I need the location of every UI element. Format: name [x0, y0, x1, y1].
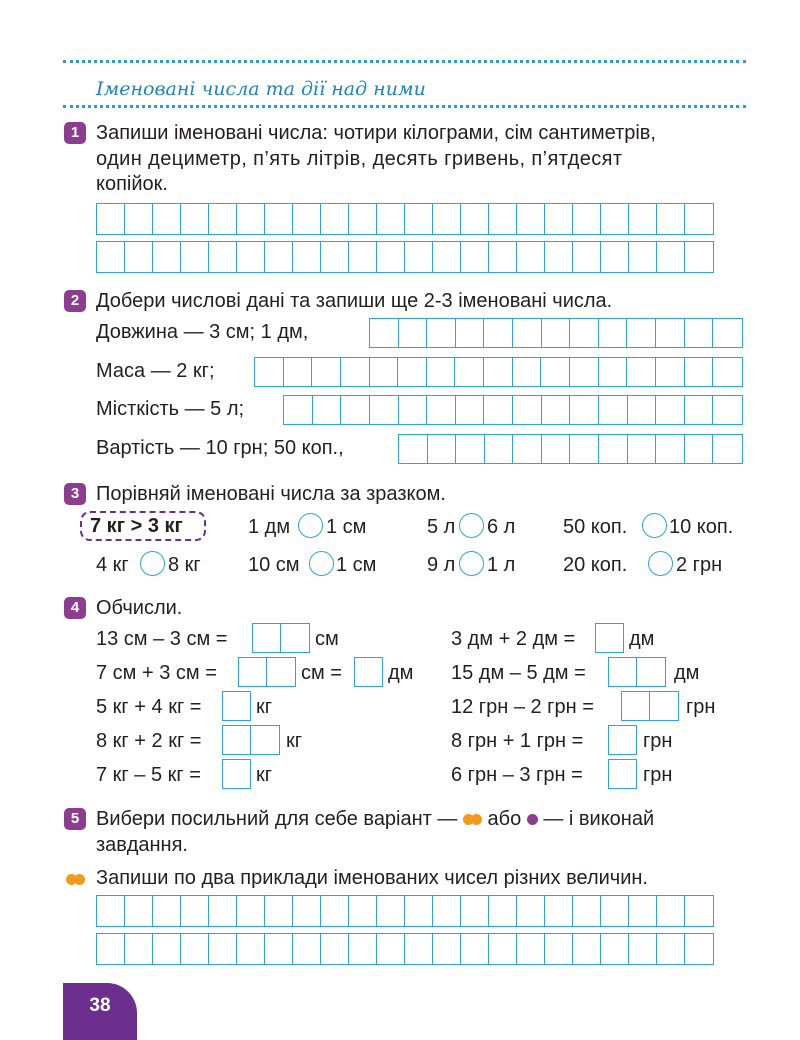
grid-cell[interactable]	[545, 896, 573, 926]
grid-cell[interactable]	[461, 242, 489, 272]
box-cell[interactable]	[253, 624, 281, 652]
task-4-number: 4	[64, 597, 86, 619]
box-cell[interactable]	[223, 726, 251, 754]
compare-left: 4 кг	[96, 554, 129, 576]
box-cell[interactable]	[685, 358, 714, 386]
expr-left: 5 кг + 4 кг =	[96, 696, 202, 718]
grid-cell[interactable]	[377, 896, 405, 926]
box-cell[interactable]	[267, 658, 295, 686]
compare-circle[interactable]	[140, 551, 165, 576]
task-5-text-line2: завдання.	[96, 834, 188, 856]
grid-cell[interactable]	[237, 896, 265, 926]
task-5-text-b: або	[487, 808, 522, 830]
grid-cell[interactable]	[405, 896, 433, 926]
box-cell[interactable]	[398, 358, 427, 386]
grid-cell[interactable]	[293, 934, 321, 964]
box-cell[interactable]	[485, 435, 514, 463]
box-cell[interactable]	[312, 358, 341, 386]
answer-box[interactable]	[608, 725, 637, 755]
box-cell[interactable]	[628, 396, 657, 424]
box-cell[interactable]	[656, 358, 685, 386]
grid-cell[interactable]	[629, 242, 657, 272]
box-cell[interactable]	[685, 435, 714, 463]
task-3-text: Порівняй іменовані числа за зразком.	[96, 483, 446, 505]
box-cell[interactable]	[609, 658, 637, 686]
compare-circle[interactable]	[642, 513, 667, 538]
grid-cell[interactable]	[517, 934, 545, 964]
grid-cell[interactable]	[685, 896, 713, 926]
grid-cell[interactable]	[489, 242, 517, 272]
answer-box[interactable]	[621, 691, 679, 721]
task-2-mass-label: Маса — 2 кг;	[96, 360, 215, 382]
box-cell[interactable]	[627, 319, 656, 347]
grid-cell[interactable]	[405, 242, 433, 272]
grid-cell[interactable]	[377, 934, 405, 964]
grid-cell[interactable]	[405, 934, 433, 964]
grid-cell[interactable]	[657, 242, 685, 272]
box-cell[interactable]	[484, 396, 513, 424]
box-cell[interactable]	[513, 358, 542, 386]
box-cell[interactable]	[427, 396, 456, 424]
grid-cell[interactable]	[601, 896, 629, 926]
grid-cell[interactable]	[629, 204, 657, 234]
grid-cell[interactable]	[489, 204, 517, 234]
grid-cell[interactable]	[685, 934, 713, 964]
answer-box[interactable]	[252, 623, 310, 653]
answer-box[interactable]	[222, 725, 280, 755]
box-cell[interactable]	[599, 358, 628, 386]
grid-cell[interactable]	[125, 204, 153, 234]
compare-left: 50 коп.	[563, 516, 628, 538]
grid-cell[interactable]	[517, 242, 545, 272]
task-5-number: 5	[64, 808, 86, 830]
box-cell[interactable]	[455, 358, 484, 386]
grid-cell[interactable]	[321, 934, 349, 964]
expr-right: 6 грн – 3 грн =	[451, 764, 583, 786]
answer-grid-1a[interactable]	[96, 203, 714, 235]
box-cell[interactable]	[456, 435, 485, 463]
grid-cell[interactable]	[657, 934, 685, 964]
grid-cell[interactable]	[349, 934, 377, 964]
box-cell[interactable]	[713, 319, 742, 347]
grid-cell[interactable]	[293, 204, 321, 234]
expr-unit: кг	[286, 730, 303, 752]
expr-right: 15 дм – 5 дм =	[451, 662, 586, 684]
grid-cell[interactable]	[293, 242, 321, 272]
grid-cell[interactable]	[545, 204, 573, 234]
grid-cell[interactable]	[685, 204, 713, 234]
task-5-sub-text: Запиши по два приклади іменованих чисел різних величин.	[96, 867, 648, 889]
grid-cell[interactable]	[657, 204, 685, 234]
box-cell[interactable]	[427, 319, 456, 347]
grid-cell[interactable]	[349, 242, 377, 272]
box-cell[interactable]	[281, 624, 309, 652]
grid-cell[interactable]	[181, 934, 209, 964]
task-5-text-a: Вибери посильний для себе варіант —	[96, 808, 458, 830]
answer-box[interactable]	[608, 657, 666, 687]
box-cell[interactable]	[399, 396, 428, 424]
box-cell[interactable]	[542, 435, 571, 463]
answer-box[interactable]	[608, 759, 637, 789]
grid-cell[interactable]	[97, 896, 125, 926]
box-cell[interactable]	[542, 319, 571, 347]
task-5-text-c: — і виконай	[543, 808, 655, 830]
box-cell[interactable]	[685, 396, 714, 424]
box-cell[interactable]	[513, 319, 542, 347]
grid-cell[interactable]	[517, 896, 545, 926]
box-cell[interactable]	[609, 726, 636, 754]
box-cell[interactable]	[570, 435, 599, 463]
box-cell[interactable]	[656, 319, 685, 347]
box-cell[interactable]	[341, 358, 370, 386]
answer-box-length[interactable]	[369, 318, 743, 348]
answer-grid-5a[interactable]	[96, 895, 714, 927]
box-cell[interactable]	[251, 726, 279, 754]
grid-cell[interactable]	[321, 242, 349, 272]
grid-cell[interactable]	[377, 242, 405, 272]
top-dotted-rule	[63, 60, 746, 63]
grid-cell[interactable]	[601, 934, 629, 964]
grid-cell[interactable]	[181, 896, 209, 926]
expr-left: 13 см – 3 см =	[96, 628, 228, 650]
expr-right: 12 грн – 2 грн =	[451, 696, 594, 718]
box-cell[interactable]	[427, 358, 456, 386]
compare-right: 8 кг	[168, 554, 201, 576]
box-cell[interactable]	[484, 358, 513, 386]
box-cell[interactable]	[370, 319, 399, 347]
grid-cell[interactable]	[265, 896, 293, 926]
task-2-text: Добери числові дані та запиши ще 2-3 іменовані числа.	[96, 290, 613, 312]
task-3-number: 3	[64, 483, 86, 505]
box-cell[interactable]	[570, 358, 599, 386]
task-1-number: 1	[64, 122, 86, 144]
grid-cell[interactable]	[181, 204, 209, 234]
compare-left: 10 см	[248, 554, 300, 576]
grid-cell[interactable]	[237, 934, 265, 964]
bottom-dotted-rule	[63, 105, 746, 108]
task-2-length-label: Довжина — 3 см; 1 дм,	[96, 321, 309, 343]
expr-left: 7 см + 3 см =	[96, 662, 217, 684]
grid-cell[interactable]	[517, 204, 545, 234]
grid-cell[interactable]	[489, 896, 517, 926]
answer-box-cost[interactable]	[398, 434, 743, 464]
expr-unit: см =	[301, 662, 342, 684]
grid-cell[interactable]	[321, 204, 349, 234]
box-cell[interactable]	[656, 435, 685, 463]
grid-cell[interactable]	[685, 242, 713, 272]
grid-cell[interactable]	[349, 896, 377, 926]
grid-cell[interactable]	[433, 896, 461, 926]
grid-cell[interactable]	[209, 204, 237, 234]
expr-left: 7 кг – 5 кг =	[96, 764, 201, 786]
box-cell[interactable]	[456, 396, 485, 424]
expr-unit: дм	[674, 662, 700, 684]
box-cell[interactable]	[596, 624, 623, 652]
expr-left: 8 кг + 2 кг =	[96, 730, 202, 752]
compare-right: 1 см	[336, 554, 377, 576]
grid-cell[interactable]	[321, 896, 349, 926]
task-5-text	[96, 807, 654, 831]
grid-cell[interactable]	[209, 242, 237, 272]
grid-cell[interactable]	[153, 896, 181, 926]
compare-left: 20 коп.	[563, 554, 628, 576]
section-title: Іменовані числа та дії над ними	[96, 78, 426, 100]
comparison-sample: 7 кг > 3 кг	[80, 511, 206, 541]
grid-cell[interactable]	[545, 934, 573, 964]
compare-left: 9 л	[427, 554, 456, 576]
grid-cell[interactable]	[125, 934, 153, 964]
two-dots-icon	[66, 868, 85, 890]
two-dots-icon	[463, 808, 482, 830]
expr-unit: грн	[643, 730, 673, 752]
expr-unit: см	[315, 628, 339, 650]
box-cell[interactable]	[713, 435, 742, 463]
box-cell[interactable]	[685, 319, 714, 347]
answer-grid-1b[interactable]	[96, 241, 714, 273]
grid-cell[interactable]	[153, 934, 181, 964]
expr-unit: грн	[643, 764, 673, 786]
box-cell[interactable]	[513, 435, 542, 463]
compare-left: 1 дм	[248, 516, 291, 538]
box-cell[interactable]	[313, 396, 342, 424]
grid-cell[interactable]	[405, 204, 433, 234]
grid-cell[interactable]	[153, 204, 181, 234]
grid-cell[interactable]	[377, 204, 405, 234]
compare-right: 2 грн	[676, 554, 723, 576]
box-cell[interactable]	[370, 358, 399, 386]
box-cell[interactable]	[484, 319, 513, 347]
grid-cell[interactable]	[601, 204, 629, 234]
grid-cell[interactable]	[97, 204, 125, 234]
grid-cell[interactable]	[433, 934, 461, 964]
expr-unit: дм	[629, 628, 655, 650]
box-cell[interactable]	[713, 396, 742, 424]
grid-cell[interactable]	[545, 242, 573, 272]
answer-box[interactable]	[222, 691, 251, 721]
box-cell[interactable]	[599, 396, 628, 424]
grid-cell[interactable]	[181, 242, 209, 272]
box-cell[interactable]	[628, 435, 657, 463]
box-cell[interactable]	[599, 319, 628, 347]
task-2-capacity-label: Місткість — 5 л;	[96, 398, 245, 420]
box-cell[interactable]	[656, 396, 685, 424]
answer-grid-5b[interactable]	[96, 933, 714, 965]
box-cell[interactable]	[627, 358, 656, 386]
expr-unit: кг	[256, 764, 273, 786]
box-cell[interactable]	[609, 760, 636, 788]
compare-circle[interactable]	[298, 513, 323, 538]
grid-cell[interactable]	[265, 242, 293, 272]
task-1-text-line3: копійок.	[96, 173, 168, 195]
grid-cell[interactable]	[657, 896, 685, 926]
compare-circle[interactable]	[309, 551, 334, 576]
box-cell[interactable]	[239, 658, 267, 686]
task-4-text: Обчисли.	[96, 597, 183, 619]
task-2-number: 2	[64, 290, 86, 312]
grid-cell[interactable]	[293, 896, 321, 926]
task-5-sub-marker	[66, 867, 85, 891]
answer-box[interactable]	[238, 657, 296, 687]
grid-cell[interactable]	[349, 204, 377, 234]
grid-cell[interactable]	[433, 242, 461, 272]
box-cell[interactable]	[284, 358, 313, 386]
grid-cell[interactable]	[265, 934, 293, 964]
answer-box[interactable]	[354, 657, 383, 687]
box-cell[interactable]	[284, 396, 313, 424]
task-1-text-line1: Запиши іменовані числа: чотири кілограми, сім сантиметрів,	[96, 122, 656, 144]
grid-cell[interactable]	[97, 934, 125, 964]
box-cell[interactable]	[341, 396, 370, 424]
box-cell[interactable]	[570, 319, 599, 347]
task-1-text-line2: один дециметр, п’ять літрів, десять гривень, п’ятдесят	[96, 148, 623, 170]
grid-cell[interactable]	[97, 242, 125, 272]
compare-right: 1 см	[326, 516, 367, 538]
box-cell[interactable]	[622, 692, 650, 720]
grid-cell[interactable]	[237, 204, 265, 234]
grid-cell[interactable]	[629, 934, 657, 964]
box-cell[interactable]	[399, 435, 428, 463]
box-cell[interactable]	[650, 692, 678, 720]
page-number: 38	[63, 983, 137, 1040]
expr-unit: кг	[256, 696, 273, 718]
box-cell[interactable]	[456, 319, 485, 347]
grid-cell[interactable]	[237, 242, 265, 272]
compare-circle[interactable]	[648, 551, 673, 576]
box-cell[interactable]	[542, 396, 571, 424]
box-cell[interactable]	[223, 760, 250, 788]
expr-unit: грн	[686, 696, 716, 718]
grid-cell[interactable]	[433, 204, 461, 234]
grid-cell[interactable]	[629, 896, 657, 926]
grid-cell[interactable]	[265, 204, 293, 234]
answer-box-mass[interactable]	[254, 357, 743, 387]
box-cell[interactable]	[513, 396, 542, 424]
box-cell[interactable]	[255, 358, 284, 386]
compare-right: 1 л	[487, 554, 516, 576]
compare-left: 5 л	[427, 516, 456, 538]
answer-box[interactable]	[595, 623, 624, 653]
expr-right: 8 грн + 1 грн =	[451, 730, 584, 752]
grid-cell[interactable]	[489, 934, 517, 964]
box-cell[interactable]	[637, 658, 665, 686]
grid-cell[interactable]	[209, 934, 237, 964]
answer-box-capacity[interactable]	[283, 395, 743, 425]
box-cell[interactable]	[713, 358, 742, 386]
box-cell[interactable]	[428, 435, 457, 463]
grid-cell[interactable]	[461, 204, 489, 234]
box-cell[interactable]	[223, 692, 250, 720]
grid-cell[interactable]	[461, 896, 489, 926]
box-cell[interactable]	[355, 658, 382, 686]
answer-box[interactable]	[222, 759, 251, 789]
grid-cell[interactable]	[573, 896, 601, 926]
expr-unit-2: дм	[388, 662, 414, 684]
task-2-cost-label: Вартість — 10 грн; 50 коп.,	[96, 437, 344, 459]
grid-cell[interactable]	[573, 204, 601, 234]
box-cell[interactable]	[399, 319, 428, 347]
compare-right: 10 коп.	[669, 516, 734, 538]
grid-cell[interactable]	[461, 934, 489, 964]
compare-circle[interactable]	[459, 551, 484, 576]
grid-cell[interactable]	[573, 242, 601, 272]
box-cell[interactable]	[541, 358, 570, 386]
grid-cell[interactable]	[601, 242, 629, 272]
one-dot-icon	[527, 808, 538, 830]
box-cell[interactable]	[370, 396, 399, 424]
grid-cell[interactable]	[125, 896, 153, 926]
compare-circle[interactable]	[459, 513, 484, 538]
grid-cell[interactable]	[153, 242, 181, 272]
box-cell[interactable]	[570, 396, 599, 424]
box-cell[interactable]	[599, 435, 628, 463]
grid-cell[interactable]	[125, 242, 153, 272]
grid-cell[interactable]	[209, 896, 237, 926]
compare-right: 6 л	[487, 516, 516, 538]
expr-right: 3 дм + 2 дм =	[451, 628, 576, 650]
grid-cell[interactable]	[573, 934, 601, 964]
